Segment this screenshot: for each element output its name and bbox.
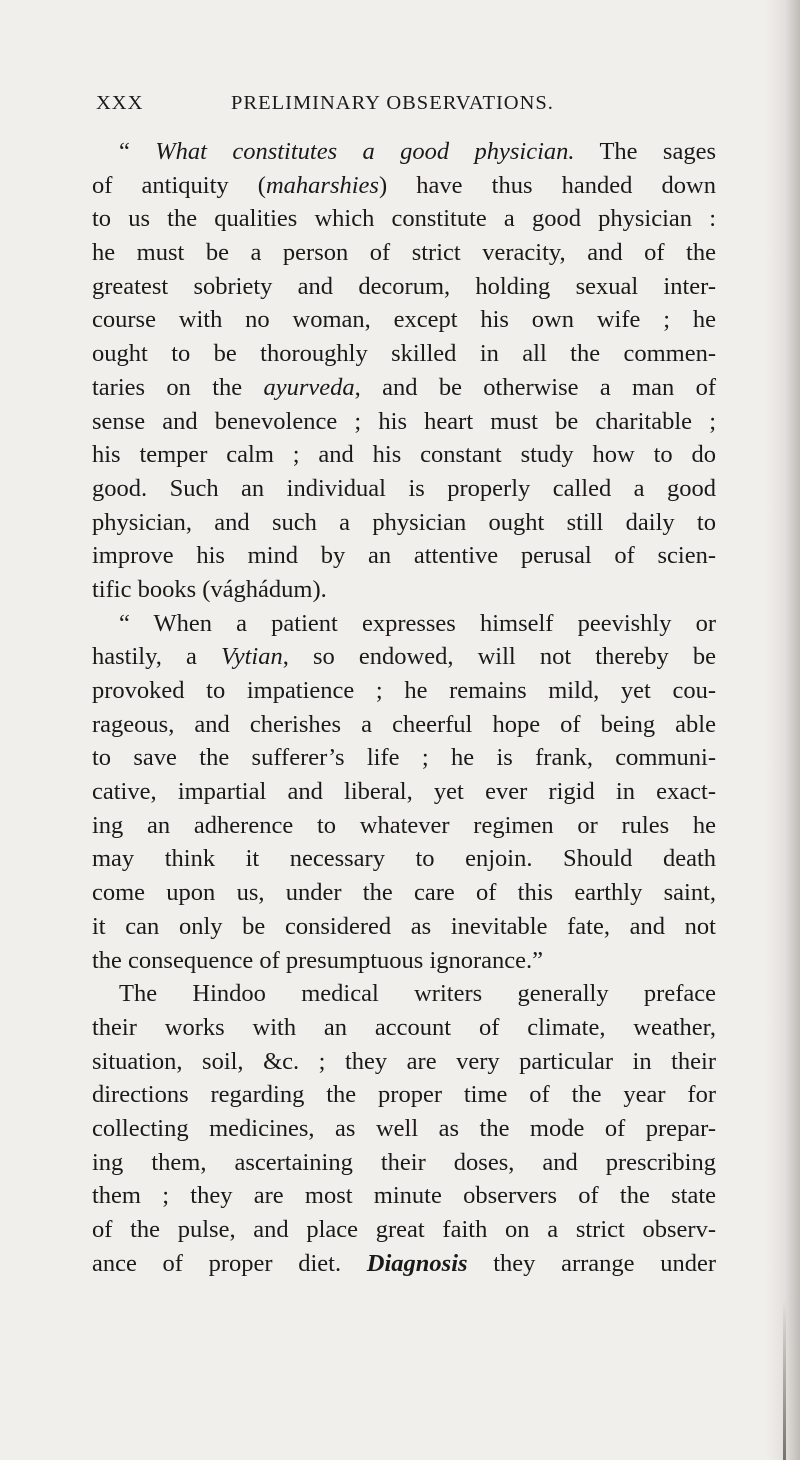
text-line: [92, 270, 716, 304]
text-segment: taries on the: [92, 373, 264, 401]
text-line: [92, 1011, 716, 1045]
text-line: [92, 809, 716, 843]
body-text: [92, 135, 716, 1280]
italic-term: Vytian: [221, 643, 283, 671]
text-segment: “: [119, 138, 156, 165]
page-edge-shadow: [766, 0, 800, 1460]
text-segment: greatest sobriety and decorum, holding sexual inter-: [92, 272, 716, 300]
text-segment: he must be a person of strict veracity, and of the: [92, 239, 716, 267]
text-segment: may think it necessary to enjoin. Should death: [92, 845, 716, 873]
text-segment: them ; they are most minute observers of the state: [92, 1182, 716, 1210]
text-segment: ing them, ascertaining their doses, and prescribing: [92, 1148, 716, 1176]
text-segment: The sages: [574, 138, 716, 165]
text-segment: ought to be thoroughly skilled in all the commen-: [92, 340, 716, 368]
text-line: [92, 236, 716, 270]
text-segment: improve his mind by an attentive perusal of scien-: [92, 542, 716, 570]
text-segment: the consequence of presumptuous ignorance.”: [92, 946, 544, 974]
running-title: PRELIMINARY OBSERVATIONS.: [231, 92, 554, 114]
text-segment: ing an adherence to whatever regimen or rules he: [92, 811, 716, 839]
text-segment: they arrange under: [467, 1249, 716, 1277]
text-line: [92, 438, 716, 472]
italic-term: What constitutes a good physician.: [155, 138, 575, 165]
text-segment: directions regarding the proper time of the year for: [92, 1081, 716, 1109]
text-line: [92, 842, 716, 876]
text-segment: physician, and such a physician ought still daily to: [92, 508, 716, 536]
italic-term: maharshies: [265, 171, 379, 199]
text-segment: course with no woman, except his own wife ; he: [92, 306, 716, 334]
text-line: [92, 944, 716, 978]
text-line: [92, 472, 716, 506]
text-line: [92, 169, 716, 203]
text-segment: ance of proper diet.: [92, 1249, 367, 1277]
page-number: XXX: [96, 92, 144, 114]
text-line: [92, 1146, 716, 1180]
text-line: [92, 640, 716, 674]
text-line: [92, 1179, 716, 1213]
text-line: [92, 539, 716, 573]
text-line: [92, 1078, 716, 1112]
text-segment: ) have thus handed down: [378, 171, 716, 199]
text-segment: hastily, a: [92, 643, 221, 671]
text-segment: provoked to impatience ; he remains mild, yet cou-: [92, 677, 716, 704]
text-line: [92, 674, 716, 708]
text-line: [92, 573, 716, 607]
text-segment: “ When a patient expresses himself peevishly or: [119, 609, 716, 637]
text-line: [92, 977, 716, 1011]
running-head: [96, 92, 716, 122]
text-segment: their works with an account of climate, weather,: [92, 1013, 716, 1041]
text-segment: come upon us, under the care of this earthly saint,: [92, 879, 716, 907]
text-segment: of the pulse, and place great faith on a strict observ-: [92, 1216, 716, 1243]
text-segment: to us the qualities which constitute a good physician :: [92, 205, 716, 233]
text-segment: cative, impartial and liberal, yet ever rigid in exact-: [92, 778, 716, 806]
text-line: [92, 607, 716, 641]
text-segment: sense and benevolence ; his heart must be charitable ;: [92, 407, 716, 435]
text-segment: to save the sufferer’s life ; he is frank, communi-: [92, 744, 716, 772]
text-line: [92, 1045, 716, 1079]
text-line: [92, 876, 716, 910]
bold-italic-term: Diagnosis: [366, 1249, 468, 1277]
text-line: [92, 910, 716, 944]
text-segment: The Hindoo medical writers generally preface: [119, 980, 716, 1008]
text-line: [92, 337, 716, 371]
text-segment: rageous, and cherishes a cheerful hope of being able: [92, 710, 716, 738]
text-line: [92, 741, 716, 775]
text-segment: his temper calm ; and his constant study how to do: [92, 441, 716, 469]
binding-edge-mark: [783, 1300, 786, 1460]
text-line: [92, 303, 716, 337]
text-line: [92, 1213, 716, 1247]
text-segment: it can only be considered as inevitable fate, and not: [92, 912, 716, 940]
text-line: [92, 371, 716, 405]
text-line: [92, 405, 716, 439]
text-line: [92, 506, 716, 540]
text-segment: good. Such an individual is properly called a good: [92, 474, 716, 502]
text-segment: , so endowed, will not thereby be: [282, 643, 716, 671]
text-line: [92, 775, 716, 809]
italic-term: ayurveda: [263, 373, 355, 401]
text-line: [92, 135, 716, 169]
text-segment: , and be otherwise a man of: [354, 373, 716, 401]
text-line: [92, 1247, 716, 1281]
text-line: [92, 708, 716, 742]
text-line: [92, 1112, 716, 1146]
text-segment: situation, soil, &c. ; they are very particular in their: [92, 1047, 716, 1075]
text-segment: of antiquity (: [92, 171, 266, 199]
text-line: [92, 202, 716, 236]
text-segment: tific books (vághádum).: [92, 575, 327, 603]
text-segment: collecting medicines, as well as the mode of prepar-: [92, 1114, 716, 1142]
